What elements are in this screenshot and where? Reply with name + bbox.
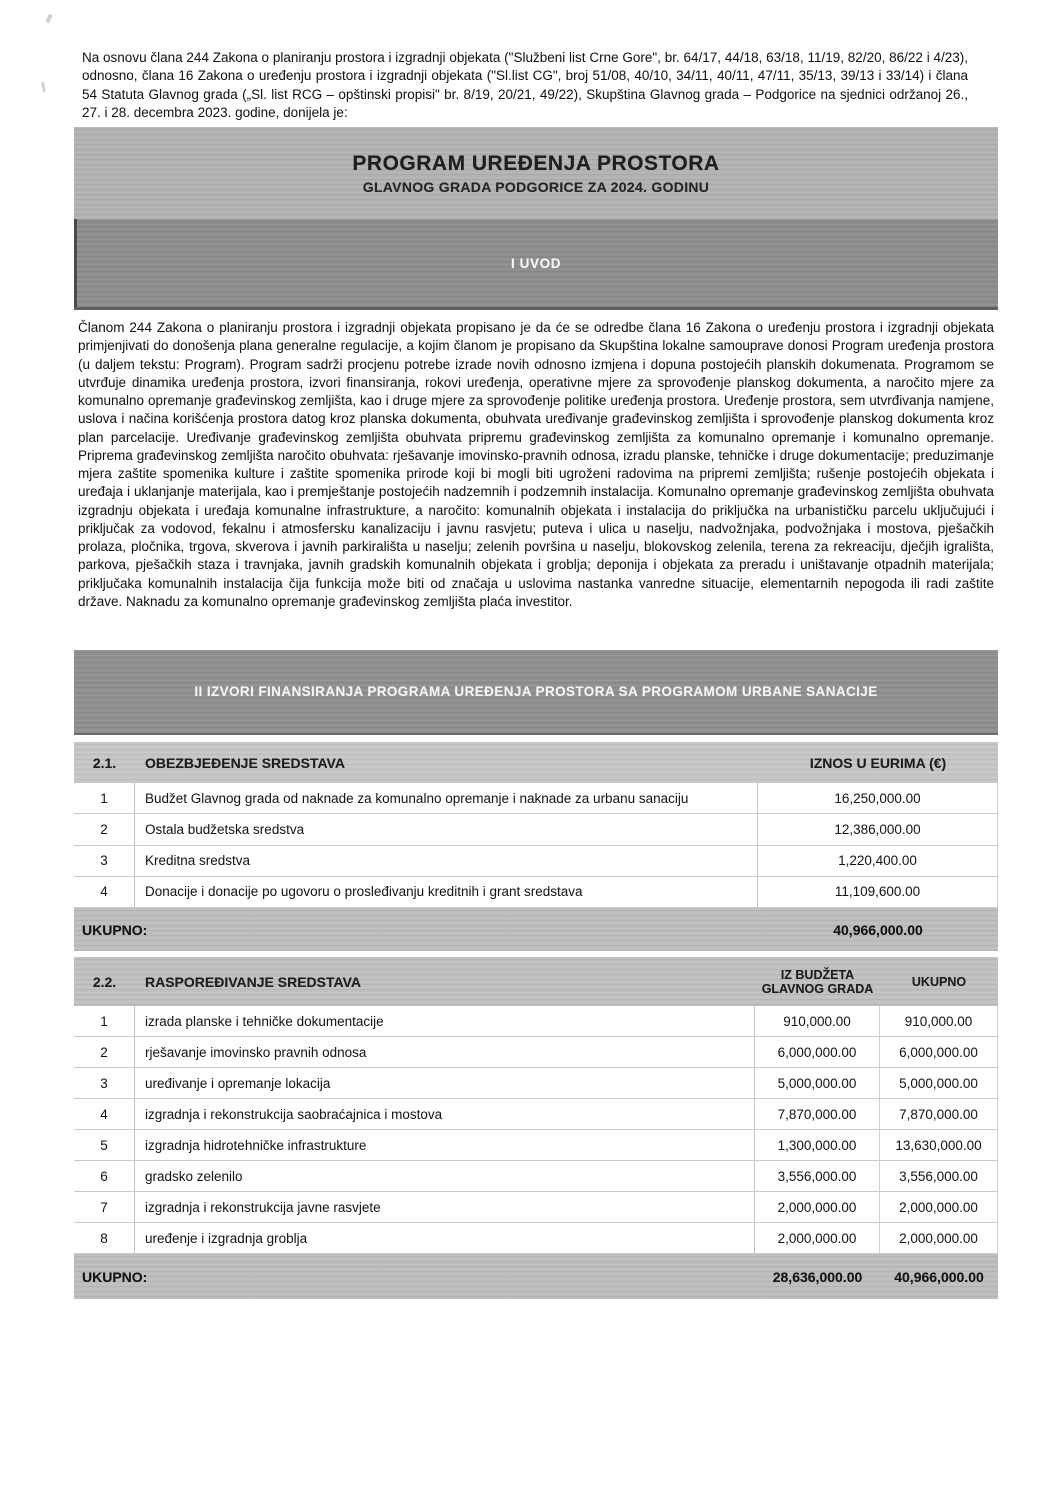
section-1-heading-band [74, 219, 998, 310]
table-row [74, 846, 998, 877]
row-total-amount: 13,630,000.00 [880, 1130, 998, 1160]
table-row [74, 1099, 998, 1130]
total-amount: 40,966,000.00 [894, 1268, 984, 1285]
row-description: gradsko zelenilo [135, 1161, 755, 1191]
table-row [74, 1223, 998, 1254]
row-description: Budžet Glavnog grada od naknade za komunalno opremanje i naknade za urbanu sanaciju [135, 783, 758, 813]
row-number: 3 [74, 846, 135, 876]
total-label: UKUPNO: [82, 1268, 148, 1285]
row-description: uređenje i izgradnja groblja [135, 1223, 755, 1253]
row-budget-amount: 910,000.00 [755, 1006, 880, 1036]
table-row [74, 1130, 998, 1161]
table-row [74, 1006, 998, 1037]
row-budget-amount: 2,000,000.00 [755, 1192, 880, 1222]
table-row [74, 1068, 998, 1099]
document-title: PROGRAM UREĐENJA PROSTORA [352, 152, 720, 175]
row-total-amount: 2,000,000.00 [880, 1192, 998, 1222]
row-number: 3 [74, 1068, 135, 1098]
row-total-amount: 910,000.00 [880, 1006, 998, 1036]
row-number: 4 [74, 877, 135, 907]
row-budget-amount: 1,300,000.00 [755, 1130, 880, 1160]
row-number: 1 [74, 1006, 135, 1036]
title-banner [74, 127, 998, 219]
row-amount: 1,220,400.00 [758, 846, 998, 876]
table-2-1-number: 2.1. [92, 754, 117, 771]
row-number: 5 [74, 1130, 135, 1160]
row-amount: 16,250,000.00 [758, 783, 998, 813]
row-description: rješavanje imovinsko pravnih odnosa [135, 1037, 755, 1067]
row-description: uređivanje i opremanje lokacija [135, 1068, 755, 1098]
row-description: Donacije i donacije po ugovoru o prosleđivanju kreditnih i grant sredstava [135, 877, 758, 907]
total-amount: 40,966,000.00 [833, 921, 923, 938]
section-2-heading: II IZVORI FINANSIRANJA PROGRAMA UREĐENJA PROSTORA SA PROGRAMOM URBANE SANACIJE [194, 684, 878, 699]
table-2-1-total-row [74, 908, 998, 951]
table-row [74, 1161, 998, 1192]
row-number: 7 [74, 1192, 135, 1222]
table-2-2-number: 2.2. [92, 973, 117, 990]
row-description: izgradnja i rekonstrukcija javne rasvjete [135, 1192, 755, 1222]
row-total-amount: 3,556,000.00 [880, 1161, 998, 1191]
table-row [74, 877, 998, 908]
row-description: izrada planske i tehničke dokumentacije [135, 1006, 755, 1036]
scan-artifact [41, 82, 46, 92]
table-2-2-total-column-header: UKUPNO [911, 974, 967, 989]
row-amount: 12,386,000.00 [758, 814, 998, 844]
row-number: 6 [74, 1161, 135, 1191]
row-total-amount: 2,000,000.00 [880, 1223, 998, 1253]
section-2-heading-band [74, 650, 998, 735]
table-2-2-body [74, 1006, 998, 1254]
preamble-paragraph: Na osnovu člana 244 Zakona o planiranju prostora i izgradnji objekata ("Službeni list Crne Gore", br. 64/17, 44/18, 63/18, 11/19, 82/20, 86/22 i 4/23), odnosno, člana 16 Zakona o uređenju prostora i izgradnji objekata ("Sl.list CG", broj 51/08, 40/10, 34/11, 40/11, 47/11, 35/13, 39/13 i 33/14) i člana 54 Statuta Glavnog grada („Sl. list RCG – opštinski propisi" br. 8/19, 20/21, 49/22), Skupština Glavnog grada – Podgorice na sjednici održanoj 26., 27. i 28. decembra 2023. godine, donijela je: [82, 50, 968, 121]
table-row [74, 1037, 998, 1068]
row-budget-amount: 2,000,000.00 [755, 1223, 880, 1253]
table-2-2-total-row [74, 1254, 998, 1299]
row-description: Ostala budžetska sredstva [135, 814, 758, 844]
row-total-amount: 7,870,000.00 [880, 1099, 998, 1129]
row-number: 4 [74, 1099, 135, 1129]
table-2-2-header [74, 957, 998, 1006]
table-row [74, 814, 998, 845]
scan-artifact [45, 14, 52, 24]
row-number: 1 [74, 783, 135, 813]
total-budget-amount: 28,636,000.00 [772, 1268, 863, 1285]
row-budget-amount: 7,870,000.00 [755, 1099, 880, 1129]
row-total-amount: 6,000,000.00 [880, 1037, 998, 1067]
row-budget-amount: 6,000,000.00 [755, 1037, 880, 1067]
row-description: Kreditna sredstva [135, 846, 758, 876]
table-2-1-amount-header: IZNOS U EURIMA (€) [809, 754, 947, 771]
section-1-body-paragraph: Članom 244 Zakona o planiranju prostora i izgradnji objekata propisano je da će se odredbe člana 16 Zakona o uređenju prostora i izgradnji objekata primjenjivati do donošenja plana generalne regulacije, a kojim članom je propisano da Skupština lokalne samouprave donosi Program uređenja prostora (u daljem tekstu: Program). Program sadrži procjenu potrebe izrade novih odnosno izmjena i dopuna postojećih planskih dokumenata. Programom se utvrđuje dinamika uređenja prostora, izvori finansiranja, rokovi uređenja, operativne mjere za sprovođenje planskog dokumenta, a naročito mjere za komunalno opremanje građevinskog zemljišta, kao i druge mjere za sprovođenje politike uređenja prostora. Uređenje prostora, sem utvrđivanja namjene, uslova i načina korišćenja prostora datog kroz planska dokumenta, obuhvata uređivanje građevinskog zemljišta i sprovođenje planskog dokumenta kroz plan parcelacije. Uređivanje građevinskog zemljišta obuhvata pripremu građevinskog zemljišta za komunalno opremanje i komunalno opremanje. Priprema građevinskog zemljišta naročito obuhvata: rješavanje imovinsko-pravnih odnosa, izradu planske, tehničke i druge dokumentacije; preduzimanje mjera zaštite spomenika kulture i zaštite spomenika prirode koji bi mogli biti ugroženi radovima na pripremi zemljišta; rušenje postojećih objekata i uređaja i uklanjanje materijala, kao i premještanje postojećih nadzemnih i podzemnih instalacija. Komunalno opremanje građevinskog zemljišta obuhvata izgradnju objekata i uređaja komunalne infrastrukture, a naročito: komunalnih objekata i instalacija do priključka na urbanističku parcelu uključujući i priključak za vodovod, fekalnu i atmosfersku kanalizaciju i javnu rasvjetu; puteva i ulica u naselju, nadvožnjaka, podvožnjaka i mostova, pješačkih prolaza, pločnika, trgova, skverova i javnih parkirališta u naselju; zelenih površina u naselju, blokovskog zelenila, terena za rekreaciju, dječjih igrališta, parkova, pješačkih staza i travnjaka, javnih gradskih komunalnih objekata i groblja; deponija i objekata za preradu i uništavanje otpadnih materijala; priključaka komunalnih instalacija čija funkcija može biti od značaja u uslovima nastanka vanredne situacije, elementarnih nepogoda ili radi zaštite države. Naknadu za komunalno opremanje građevinskog zemljišta plaća investitor. [78, 320, 994, 609]
table-row [74, 783, 998, 814]
row-total-amount: 5,000,000.00 [880, 1068, 998, 1098]
row-description: izgradnja i rekonstrukcija saobraćajnica i mostova [135, 1099, 755, 1129]
table-row [74, 1192, 998, 1223]
row-number: 8 [74, 1223, 135, 1253]
section-1-heading: I UVOD [510, 255, 562, 271]
row-description: izgradnja hidrotehničke infrastrukture [135, 1130, 755, 1160]
total-label: UKUPNO: [82, 921, 148, 938]
row-number: 2 [74, 1037, 135, 1067]
row-amount: 11,109,600.00 [758, 877, 998, 907]
row-budget-amount: 5,000,000.00 [755, 1068, 880, 1098]
table-2-2-budget-column-header: IZ BUDŽETA GLAVNOG GRADA [761, 967, 874, 996]
table-2-1-header [74, 742, 998, 783]
document-subtitle: GLAVNOG GRADA PODGORICE ZA 2024. GODINU [362, 179, 710, 195]
row-budget-amount: 3,556,000.00 [755, 1161, 880, 1191]
table-2-1-body [74, 783, 998, 908]
table-2-1-title: OBEZBJEĐENJE SREDSTAVA [145, 754, 345, 771]
row-number: 2 [74, 814, 135, 844]
table-2-2-title: RASPOREĐIVANJE SREDSTAVA [145, 973, 361, 990]
